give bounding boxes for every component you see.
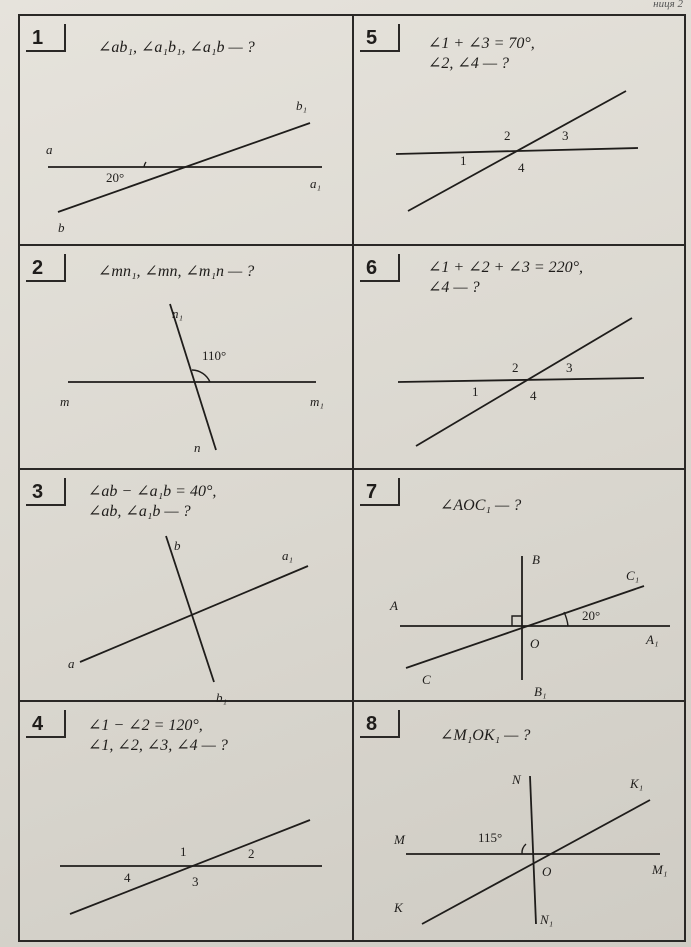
label-O: O <box>542 864 552 879</box>
label-K: K <box>394 900 403 915</box>
task-text: ∠M₁OK₁ — ? <box>440 727 531 744</box>
task-text: ∠mn₁, ∠mn, ∠m₁n — ? <box>98 263 255 280</box>
angle-2-label: 2 <box>512 360 519 375</box>
task-cell-4 <box>20 702 352 940</box>
figure-8 <box>354 702 684 940</box>
right-angle-mark <box>512 616 522 626</box>
label-C: C <box>422 672 431 687</box>
task-number: 7 <box>360 478 400 506</box>
task-text: ∠ab − ∠a₁b = 40°, ∠ab, ∠a₁b — ? <box>88 483 217 520</box>
label-B1: B₁ <box>534 684 547 699</box>
label-N1: N₁ <box>540 912 554 927</box>
figure-1 <box>20 16 352 244</box>
label-a: a <box>46 142 53 157</box>
angle-4-label: 4 <box>124 870 131 885</box>
task-cell-6 <box>354 246 684 468</box>
transversal-line <box>70 820 310 914</box>
label-a: a <box>68 656 75 671</box>
label-n: n <box>194 440 201 455</box>
label-K1: K₁ <box>630 776 644 791</box>
label-O: O <box>530 636 540 651</box>
task-text: ∠ab₁, ∠a₁b₁, ∠a₁b — ? <box>98 39 255 56</box>
task-number: 1 <box>26 24 66 52</box>
label-A: A <box>390 598 398 613</box>
angle-1-label: 1 <box>460 153 467 168</box>
task-number: 6 <box>360 254 400 282</box>
task-number: 4 <box>26 710 66 738</box>
label-a1: a₁ <box>282 548 294 563</box>
task-cell-5 <box>354 16 684 244</box>
angle-1-label: 1 <box>472 384 479 399</box>
task-text: ∠AOC₁ — ? <box>440 497 522 514</box>
label-m: m <box>60 394 70 409</box>
angle-4-label: 4 <box>530 388 537 403</box>
label-n1: n₁ <box>172 306 184 321</box>
label-b: b <box>58 220 65 235</box>
label-b: b <box>174 538 181 553</box>
label-a1: a₁ <box>310 176 322 191</box>
label-M: M <box>394 832 405 847</box>
angle-label: 20° <box>582 608 601 623</box>
task-text: ∠1 + ∠3 = 70°, ∠2, ∠4 — ? <box>428 35 535 72</box>
label-N: N <box>512 772 521 787</box>
task-number: 2 <box>26 254 66 282</box>
angle-label: 20° <box>106 170 125 185</box>
angle-2-label: 2 <box>248 846 255 861</box>
label-B: B <box>532 552 540 567</box>
label-m1: m₁ <box>310 394 324 409</box>
figure-6 <box>354 246 684 468</box>
angle-3-label: 3 <box>566 360 573 375</box>
angle-3-label: 3 <box>562 128 569 143</box>
task-grid <box>18 14 686 942</box>
figure-2 <box>20 246 352 468</box>
horizontal-line <box>398 378 644 382</box>
line-a <box>80 566 308 662</box>
figure-7 <box>354 470 684 700</box>
angle-2-label: 2 <box>504 128 511 143</box>
task-text: ∠1 + ∠2 + ∠3 = 220°, ∠4 — ? <box>428 259 584 296</box>
label-b1: b₁ <box>296 98 308 113</box>
task-number: 8 <box>360 710 400 738</box>
task-number: 5 <box>360 24 400 52</box>
line-n <box>170 304 216 450</box>
task-cell-7 <box>354 470 684 700</box>
angle-4-label: 4 <box>518 160 525 175</box>
angle-label: 115° <box>478 830 503 845</box>
label-A1: A₁ <box>646 632 659 647</box>
label-M1: M₁ <box>652 862 668 877</box>
angle-arc <box>522 844 526 854</box>
line-N <box>530 776 536 924</box>
task-number: 3 <box>26 478 66 506</box>
label-b1: b₁ <box>216 690 228 705</box>
figure-3 <box>20 470 352 705</box>
angle-1-label: 1 <box>180 844 187 859</box>
figure-4 <box>20 702 352 940</box>
task-cell-2 <box>20 246 352 468</box>
task-cell-1 <box>20 16 352 244</box>
task-cell-3 <box>20 470 352 705</box>
task-text: ∠1 − ∠2 = 120°, ∠1, ∠2, ∠3, ∠4 — ? <box>88 717 228 754</box>
task-cell-8 <box>354 702 684 940</box>
figure-5 <box>354 16 684 244</box>
label-C1: C₁ <box>626 568 640 583</box>
angle-3-label: 3 <box>192 874 199 889</box>
transversal-line <box>408 91 626 211</box>
angle-arc <box>564 612 568 626</box>
angle-label: 110° <box>202 348 227 363</box>
line-C <box>406 586 644 668</box>
page-corner-text: ниця 2 <box>653 0 683 10</box>
